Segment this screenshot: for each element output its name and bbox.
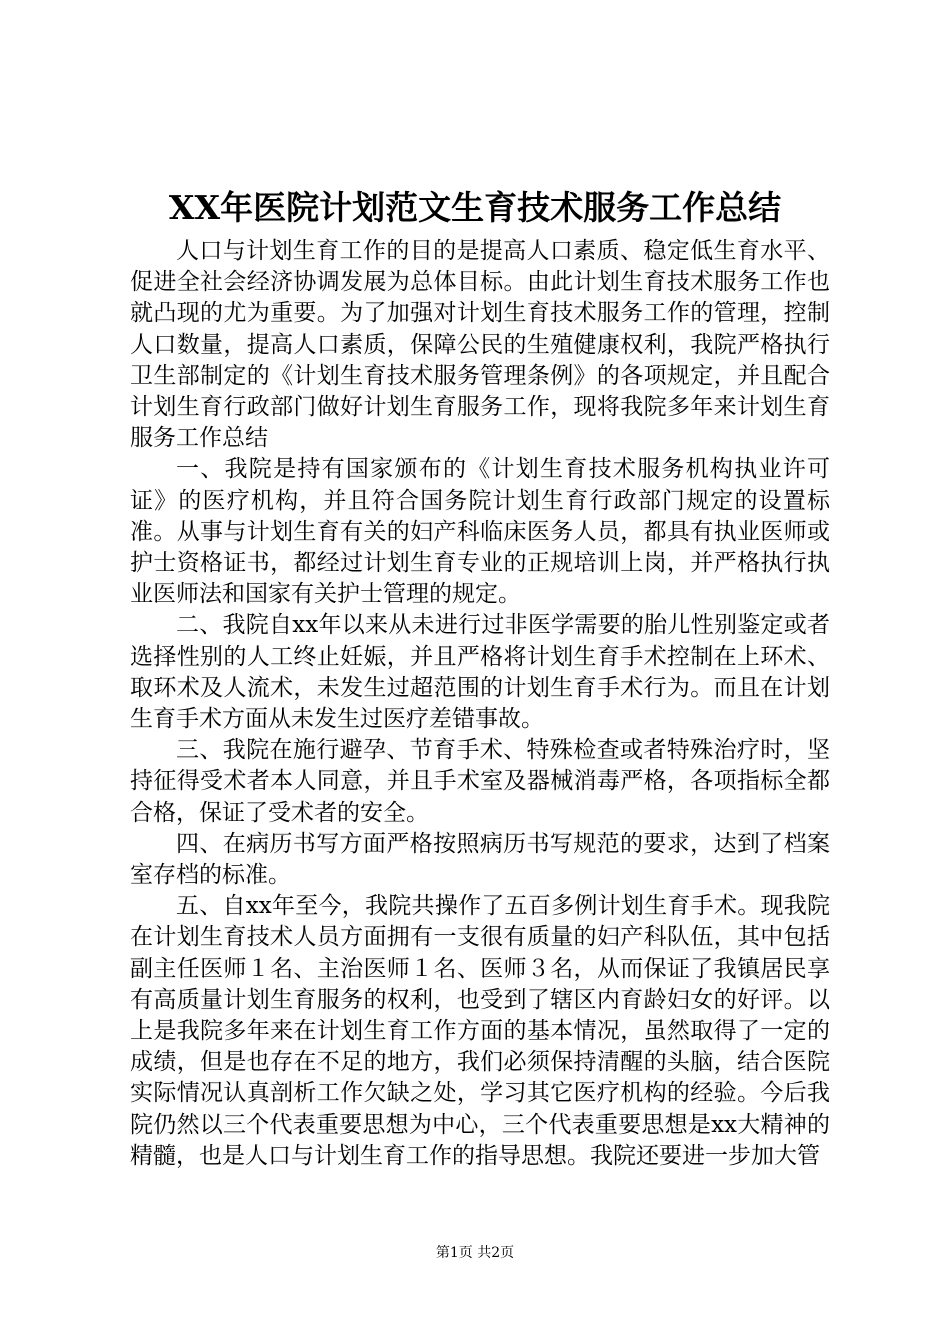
paragraph-intro: 人口与计划生育工作的目的是提高人口素质、稳定低生育水平、促进全社会经济协调发展为总体目标。由此计划生育技术服务工作也就凸现的尤为重要。为了加强对计划生育技术服务工作的管理，控制人口数量，提高人口素质，保障公民的生殖健康权利，我院严格执行卫生部制定的《计划生育技术服务管理条例》的各项规定，并且配合计划生育行政部门做好计划生育服务工作，现将我院多年来计划生育服务工作总结 [130,238,830,452]
document-body [130,236,830,1172]
paragraph-section-2: 二、我院自xx年以来从未进行过非医学需要的胎儿性别鉴定或者选择性别的人工终止妊娠，并且严格将计划生育手术控制在上环术、取环术及人流术，未发生过超范围的计划生育手术行为。而且在计划生育手术方面从未发生过医疗差错事故。 [130,612,830,733]
page-footer: 第1页 共2页 [435,1245,515,1261]
paragraph-section-1: 一、我院是持有国家颁布的《计划生育技术服务机构执业许可证》的医疗机构，并且符合国务院计划生育行政部门规定的设置标准。从事与计划生育有关的妇产科临床医务人员，都具有执业医师或护士资格证书，都经过计划生育专业的正规培训上岗，并严格执行执业医师法和国家有关护士管理的规定。 [130,456,830,608]
paragraph-section-3: 三、我院在施行避孕、节育手术、特殊检查或者特殊治疗时，坚持征得受术者本人同意，并且手术室及器械消毒严格，各项指标全都合格，保证了受术者的安全。 [130,737,830,826]
paragraph-section-5: 五、自xx年至今，我院共操作了五百多例计划生育手术。现我院在计划生育技术人员方面拥有一支很有质量的妇产科队伍，其中包括副主任医师１名、主治医师１名、医师３名，从而保证了我镇居民享有高质量计划生育服务的权利，也受到了辖区内育龄妇女的好评。以上是我院多年来在计划生育工作方面的基本情况，虽然取得了一定的成绩，但是也存在不足的地方，我们必须保持清醒的头脑，结合医院实际情况认真剖析工作欠缺之处，学习其它医疗机构的经验。今后我院仍然以三个代表重要思想为中心，三个代表重要思想是xx大精神的精髓，也是人口与计划生育工作的指导思想。我院还要进一步加大管 [130,893,830,1169]
document-title: XX年医院计划范文生育技术服务工作总结 [168,188,782,227]
paragraph-section-4: 四、在病历书写方面严格按照病历书写规范的要求，达到了档案室存档的标准。 [130,830,830,889]
